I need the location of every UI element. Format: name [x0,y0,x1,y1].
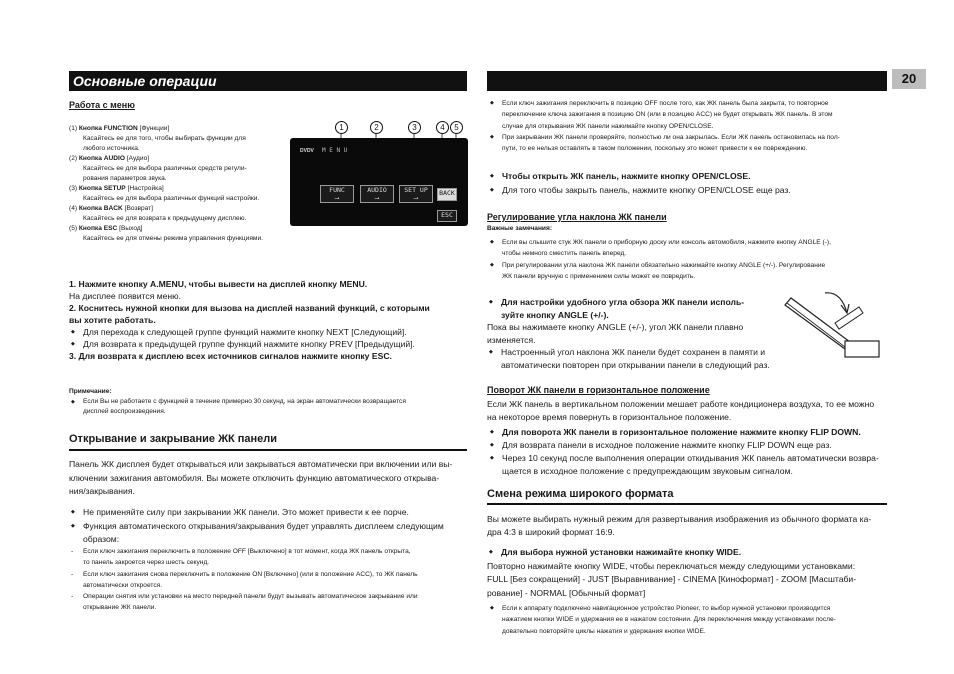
item-2-desc-1: Касайтесь ее для выбора различных средств регули- [83,165,247,172]
s2-bullet-1: ◆ Не применяйте силу при закрывании ЖК панели. Это может привести к ее порче. [83,506,468,520]
rotate-bullet-3: ◆ Через 10 секунд после выполнения операции откидывания ЖК панель автоматически возвра- [502,452,892,465]
item-2: (2) Кнопка AUDIO [Аудио] [69,155,150,162]
callout-5: 5 [450,121,463,134]
item-1: (1) Кнопка FUNCTION [Функции] [69,125,170,132]
note-line-1: ◆ Если Вы не работаете с функцией в течение примерно 30 секунд, на экран автоматически возвращается [83,397,469,407]
s2-bullet-2: ◆ Функция автоматического открывания/закрывания будет управлять дисплеем следующим [83,520,468,534]
rotate-paragraph [487,398,887,423]
wide-paragraph [487,513,887,539]
angle-note-2a: ◆ При регулировании угла наклона ЖК панели обязательно нажимайте кнопку ANGLE (+/-). Регулирование [502,260,892,271]
s2-bullet-2-cont: образом: [83,534,120,544]
wide-note-1: ◆ Если к аппарату подключено навигационное устройство Pioneer, то выбор нужной установки производится [502,603,892,614]
section-header-left: Основные операции [69,71,467,91]
item-4: (4) Кнопка BACK [Возврат] [69,205,154,212]
wide-modes-2: рование] - NORMAL [Обычный формат] [487,587,646,598]
angle-step-1-cont: зуйте кнопку ANGLE (+/-). [501,309,609,320]
steps-block [69,278,469,362]
important-label: Важные замечания: [487,225,553,232]
lcd-angle-illustration [775,285,885,360]
lcd-menu-illustration [290,120,468,226]
callout-2: 2 [370,121,383,134]
section2-paragraph [69,458,469,499]
angle-step-1: ◆ Для настройки удобного угла обзора ЖК панели исполь- [501,296,777,309]
rt-bullet-2b: пути, то ее нельзя оставлять в таком положении, поскольку это может привести к ее повреждению. [502,145,808,153]
section-header-right [487,71,887,91]
rt-bullet-2a: ◆ При закрывании ЖК панели проверяйте, полностью ли она закрылась. Если ЖК панель остановилась на пол- [502,132,892,143]
close-line: ◆ Для того чтобы закрыть панель, нажмите кнопку OPEN/CLOSE еще раз. [502,184,892,198]
callout-3: 3 [408,121,421,134]
menu-items-list [69,124,284,244]
item-2-desc-2: рования параметров звука. [83,175,167,182]
wide-underline [487,503,887,505]
s2-dash-3b: открывание ЖК панели. [83,604,157,612]
back-button[interactable]: BACK [437,188,457,201]
item-3: (3) Кнопка SETUP [Настройка] [69,185,164,192]
angle-step-2-cont: изменяется. [487,334,536,345]
step-1: 1. Нажмите кнопку A.MENU, чтобы вывести на дисплей кнопку MENU. [69,279,368,289]
page-number: 20 [892,69,926,89]
angle-title: Регулирование угла наклона ЖК панели [487,212,667,222]
esc-button[interactable]: ESC [437,210,457,222]
s2-para-3: ния/закрывания. [69,486,135,496]
callout-4: 4 [436,121,449,134]
rt-bullet-1a: ◆ Если ключ зажигания переключить в позицию OFF после того, как ЖК панель была закрыта, то повторное [502,98,892,109]
item-3-desc-1: Касайтесь ее для выбора различных функций настройки. [83,195,260,202]
open-line: ◆ Чтобы открыть ЖК панель, нажмите кнопку OPEN/CLOSE. [502,170,892,184]
note-line-2: дисплей воспроизведения. [83,408,166,415]
func-button[interactable]: FUNC ⟶ [320,185,354,203]
angle-step-3: ◆ Настроенный угол наклона ЖК панели будет сохранен в памяти и [501,346,777,359]
section2-bullets [83,506,468,547]
s2-dash-1a: - Если ключ зажигания переключить в положение OFF [Выключено] в тот момент, когда ЖК панель открыта, [83,546,468,557]
angle-note-1a: ◆ Если вы слышите стук ЖК панели о приборную доску или консоль автомобиля, нажмите кнопку ANGLE (-), [502,237,892,248]
note-block [69,387,469,417]
wide-para-1: Вы можете выбирать нужный режим для развертывания изображения из обычного формата ка- [487,514,872,524]
angle-note-1b: чтобы немного сместить панель вперед. [502,250,627,258]
section2-dashes [83,546,468,614]
angle-note-2b: ЖК панели вручную с применением силы может ее повредить. [502,272,696,280]
section2-title: Открывание и закрывание ЖК панели [69,433,278,445]
wide-steps [487,546,887,600]
brand-logo: DVDV [300,148,314,154]
s2-dash-3a: - Операции снятия или установки на место передней панели будут вызывать автоматическое закрывание или [83,591,468,602]
note-title: Примечание: [69,388,112,395]
wide-step-1: ◆ Для выбора нужной установки нажимайте кнопку WIDE. [501,546,887,560]
item-1-desc-1: Касайтесь ее для того, чтобы выбирать функции для [83,135,246,142]
open-close-block [502,170,892,197]
item-1-desc-2: любого источника. [83,145,140,152]
item-5-desc-1: Касайтесь ее для отмены режима управления функциями. [83,235,263,242]
s2-para-2: ключении зажигания автомобиля. Вы можете отключить функцию автоматического открыва- [69,472,440,483]
angle-notes [502,237,892,282]
rotate-bullet-3-cont: щается в исходное положение с предупреждающим звуковым сигналом. [502,466,793,476]
angle-step-3-cont: автоматически повторен при открывании панели в следующий раз. [501,359,770,370]
rotate-para-2: на некоторое время повернуть в горизонтальное положение. [487,411,732,422]
prev-hint: ◆ Для возврата к предыдущей группе функций нажмите кнопку PREV [Предыдущий]. [83,338,469,350]
item-5: (5) Кнопка ESC [Выход] [69,225,143,232]
setup-button[interactable]: SET UP ⟶ [399,185,433,203]
item-4-desc-1: Касайтесь ее для возврата к предыдущему дисплею. [83,215,247,222]
rt-bullet-1b: переключение ключа зажигания в позицию ON (или в позицию ACC) не будет открывать ЖК панель. В этом [502,111,833,119]
menu-label: M E N U [322,147,348,154]
s2-dash-1b: то панель закроется через шесть секунд. [83,559,210,567]
rotate-para-1: Если ЖК панель в вертикальном положении мешает работе кондиционера воздуха, то ее можно [487,399,875,409]
wide-modes-1: FULL [Без сокращений] - JUST [Выравнивание] - CINEMA [Кинoформат] - ZOOM [Масштаби- [487,574,857,584]
step-2: 2. Коснитесь нужной кнопки для вызова на дисплей названий функций, с которыми [69,303,430,313]
menu-subtitle: Работа с меню [69,100,135,110]
lcd-screen [290,138,468,226]
wide-note-3: довательно повторяйте циклы нажатия и удержания кнопки WIDE. [502,627,706,635]
angle-step-2: Пока вы нажимаете кнопку ANGLE (+/-), угол ЖК панели плавно [487,322,744,332]
callout-1: 1 [335,121,348,134]
step-2-cont: вы хотите работать. [69,315,156,325]
section2-underline [69,449,467,451]
s2-dash-2a: - Если ключ зажигания снова переключить в положение ON [Включено] (или в положение ACC), то ЖК панель [83,569,468,580]
rt-bullet-1c: случае для открывания ЖК панели нажимайте кнопку OPEN/CLOSE. [502,122,714,130]
step-1-result: На дисплее появится меню. [69,291,181,301]
step-3: 3. Для возврата к дисплею всех источников сигналов нажмите кнопку ESC. [69,351,392,361]
rotate-bullets [502,426,892,478]
wide-step-2: Повторно нажимайте кнопку WIDE, чтобы переключаться между следующими установками: [487,560,856,571]
angle-steps [487,296,777,371]
s2-para-1: Панель ЖК дисплея будет открываться или закрываться автоматически при включении или вы- [69,459,453,469]
wide-title: Смена режима широкого формата [487,488,674,500]
rotate-title: Поворот ЖК панели в горизонтальное положение [487,385,710,395]
next-hint: ◆ Для перехода к следующей группе функций нажмите кнопку NEXT [Следующий]. [83,326,469,338]
rotate-bullet-2: ◆ Для возврата панели в исходное положение нажмите кнопку FLIP DOWN еще раз. [502,439,892,452]
top-bullets [502,98,892,154]
rotate-bullet-1: ◆ Для поворота ЖК панели в горизонтальное положение нажмите кнопку FLIP DOWN. [502,426,892,439]
s2-dash-2b: автоматически откроется. [83,581,163,589]
wide-para-2: дра 4:3 в широкий формат 16:9. [487,527,615,537]
wide-note-2: нажатием кнопки WIDE и удержания ее в нажатом состоянии. Для переключения между установками после- [502,616,836,624]
wide-note [502,603,892,637]
audio-button[interactable]: AUDIO ⟶ [360,185,394,203]
